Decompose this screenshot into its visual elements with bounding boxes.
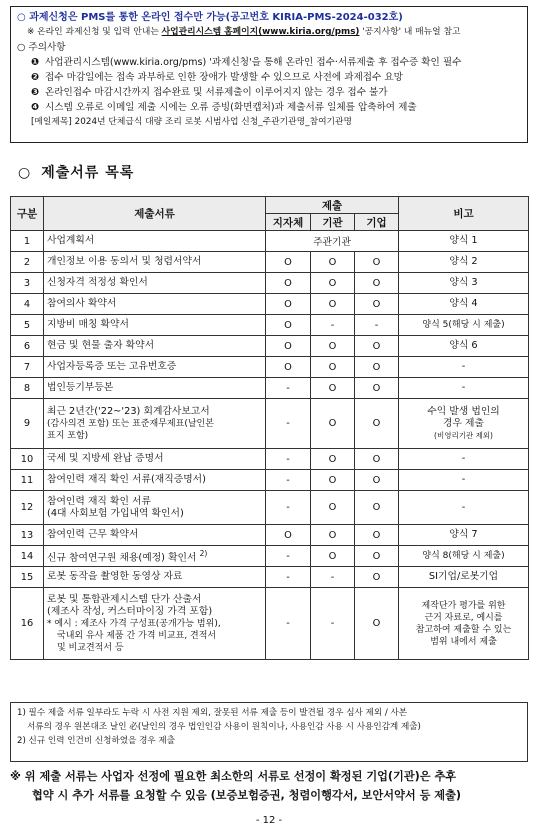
table-row: 3 신청자격 적정성 확인서 O O O 양식 3 [11, 273, 529, 294]
header-no: 구분 [11, 197, 44, 231]
header-corp: 기업 [355, 214, 399, 231]
documents-table [10, 196, 529, 660]
bullet-ring-icon: ○ [18, 165, 32, 181]
caution-item: ❹ 시스템 오류로 이메일 제출 시에는 오류 증빙(화면캡처)과 제출서류 일체를 압축하여 제출 [31, 102, 417, 113]
table-row: 6 현금 및 현물 출자 확약서 O O O 양식 6 [11, 336, 529, 357]
section-title: ○ 제출서류 목록 [18, 165, 135, 181]
table-header-row [11, 197, 529, 214]
table-row: 5 지방비 매칭 확약서 O - - 양식 5(해당 시 제출) [11, 315, 529, 336]
table-row: 12 참여인력 재직 확인 서류 (4대 사회보험 가입내역 확인서) - O O - [11, 491, 529, 525]
table-row: 10 국세 및 지방세 완납 증명서 - O O - [11, 449, 529, 470]
table-row: 16 로봇 및 통합관제시스템 단가 산출서 (제조사 작성, 커스터마이징 가격 포함) * 예시 : 제조사 가격 구성표(공개가능 범위), 국내외 유사 제품 간 가격 비교표, 견적서 및 비교견적서 등 - - O 제작단가 평가를 위한 근거 자료로, 예시를 참고하여 제출할 수 있는 범위 내에서 제출 [11, 588, 529, 660]
caution-item: ❸ 온라인접수 마감시간까지 접수완료 및 서류제출이 이루어지지 않는 경우 접수 불가 [31, 87, 388, 98]
table-row: 9 최근 2년간('22~'23) 회계감사보고서 (감사의견 포함) 또는 표준재무제표(날인본 표지 포함) - O O 수익 발생 법인의 경우 제출 (비영리기관 제외) [11, 399, 529, 449]
caution-item: ❷ 접수 마감일에는 접속 과부하로 인한 장애가 발생할 수 있으므로 사전에 과제접수 요망 [31, 72, 403, 83]
caution-item: ❶ 사업관리시스템(www.kiria.org/pms) '과제신청'을 통해 온라인 접수·서류제출 후 접수증 확인 필수 [31, 57, 462, 68]
footnote-1: 1) 필수 제출 서류 일부라도 누락 시 사전 지원 제외, 잘못된 서류 제출 등이 발견될 경우 심사 제외 / 사본 [17, 708, 408, 718]
header-note: 비고 [399, 197, 529, 231]
footnote-1-cont: 서류의 경우 원본대조 날인 必(날인의 경우 법인인감 사용이 원칙이나, 사용인감 사용 시 사용인감계 제출) [27, 722, 421, 732]
footnotes-box [10, 702, 528, 762]
table-row: 2 개인정보 이용 동의서 및 청렴서약서 O O O 양식 2 [11, 252, 529, 273]
table-row: 11 참여인력 재직 확인 서류(재직증명서) - O O - [11, 470, 529, 491]
mail-title-format: [메일제목] 2024년 단체급식 대량 조리 로봇 시범사업 신청_주관기관명_참여기관명 [31, 117, 353, 127]
caution-heading: ○ 주의사항 [17, 42, 66, 53]
header-org: 기관 [311, 214, 355, 231]
table-row: 13 참여인력 근무 확약서 O O O 양식 7 [11, 525, 529, 546]
notice-box [10, 6, 528, 143]
header-submit: 제출 [266, 197, 399, 214]
table-row: 4 참여의사 확약서 O O O 양식 4 [11, 294, 529, 315]
table-row: 1 사업계획서 주관기관 양식 1 [11, 231, 529, 252]
page-number: - 12 - [255, 815, 283, 826]
application-notice: ○ 과제신청은 PMS를 통한 온라인 접수만 가능(공고번호 KIRIA-PMS-2024-032호) [17, 12, 403, 23]
footnote-2: 2) 신규 인력 인건비 신청하였을 경우 제출 [17, 736, 176, 746]
guide-line: ※ 온라인 과제신청 및 입력 안내는 사업관리시스템 홈페이지(www.kiria.org/pms) '공지사항' 내 매뉴얼 참고 [27, 27, 461, 37]
table-row: 14 신규 참여연구원 채용(예정) 확인서 $^{2)}$ - O O 양식 8(해당 시 제출) [11, 546, 529, 567]
additional-docs-warning: ※ 위 제출 서류는 사업자 선정에 필요한 최소한의 서류로 선정이 확정된 기업(기관)은 추후 협약 시 추가 서류를 요청할 수 있음 (보증보험증권, 청렴이행각서, 보안서약서 등 제출) [10, 770, 462, 802]
table-row: 7 사업자등록증 또는 고유번호증 O O O - [11, 357, 529, 378]
pms-homepage-link[interactable]: 사업관리시스템 홈페이지(www.kiria.org/pms) [161, 27, 360, 37]
table-row: 15 로봇 동작을 촬영한 동영상 자료 - - O SI기업/로봇기업 [11, 567, 529, 588]
header-doc: 제출서류 [44, 197, 266, 231]
header-local: 지자체 [266, 214, 311, 231]
table-row: 8 법인등기부등본 - O O - [11, 378, 529, 399]
